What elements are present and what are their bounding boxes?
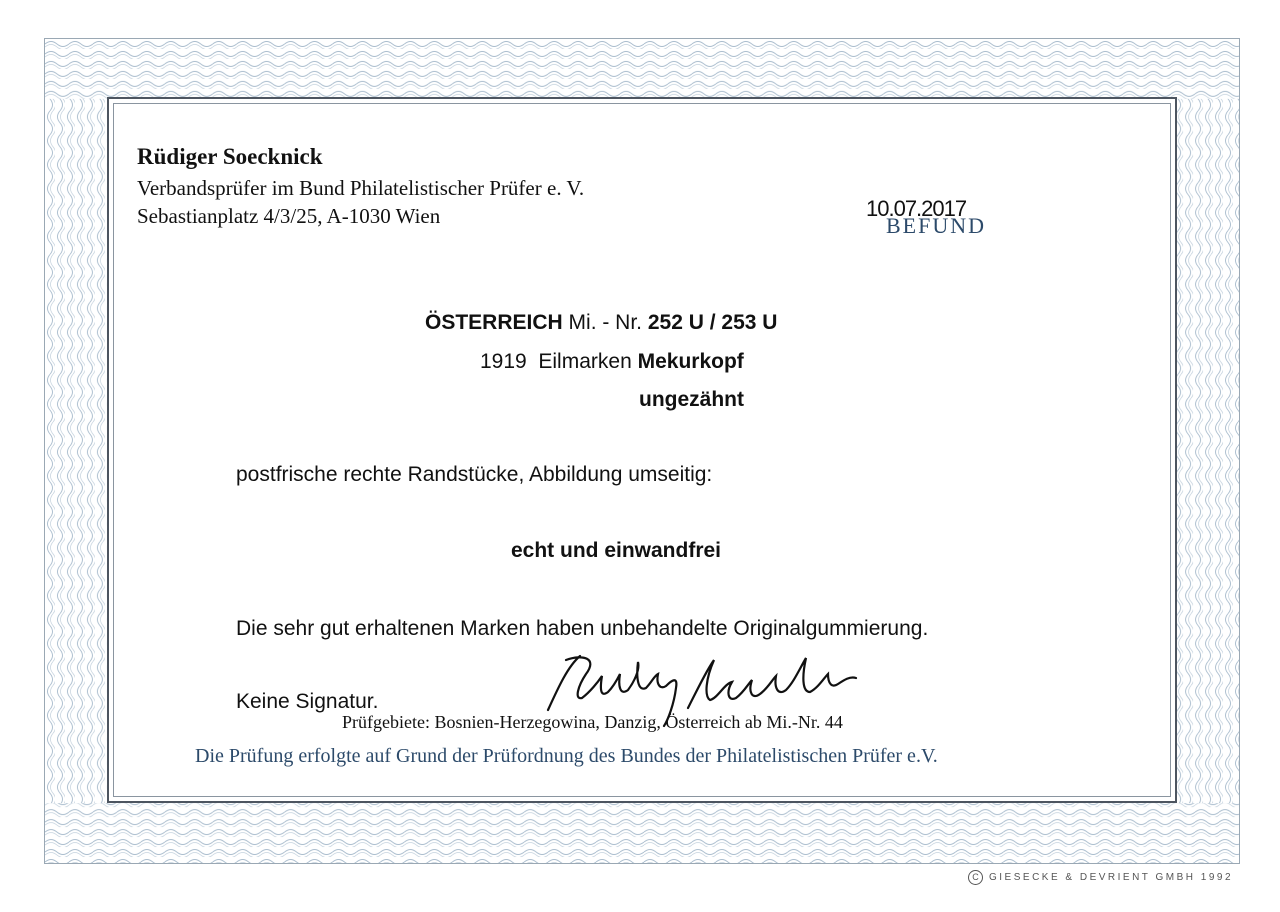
issue-line <box>480 350 744 374</box>
issue-year: 1919 Eilmarken <box>480 350 632 373</box>
signature-note: Keine Signatur. <box>236 690 379 713</box>
perforation: ungezähnt <box>639 388 744 411</box>
stamp-description: postfrische rechte Randstücke, Abbildung umseitig: <box>236 463 713 486</box>
certificate-date: 10.07.2017 <box>866 196 967 221</box>
examination-areas: Prüfgebiete: Bosnien-Herzegowina, Danzig, Österreich ab Mi.-Nr. 44 <box>342 712 843 732</box>
catalog-numbers: 252 U / 253 U <box>647 311 778 334</box>
certificate-type: BEFUND <box>886 213 987 238</box>
catalog-line <box>425 311 777 335</box>
printer-copyright <box>968 870 1233 885</box>
copyright-icon: C <box>968 870 983 885</box>
examiner-name: Rüdiger Soecknick <box>137 144 323 169</box>
copyright-text: GIESECKE & DEVRIENT GMBH 1992 <box>989 872 1234 883</box>
examiner-address: Sebastianplatz 4/3/25, A-1030 Wien <box>137 204 441 228</box>
examiner-role: Verbandsprüfer im Bund Philatelistischer Prüfer e. V. <box>137 176 585 200</box>
catalog-prefix: Mi. - Nr. <box>568 311 643 334</box>
verdict: echt und einwandfrei <box>511 539 722 562</box>
gum-note: Die sehr gut erhaltenen Marken haben unbehandelte Originalgummierung. <box>236 617 929 640</box>
legal-basis: Die Prüfung erfolgte auf Grund der Prüfordnung des Bundes der Philatelistischen Prüfer e.V. <box>195 745 938 767</box>
issue-name: Mekurkopf <box>637 350 744 373</box>
country: ÖSTERREICH <box>425 311 563 334</box>
